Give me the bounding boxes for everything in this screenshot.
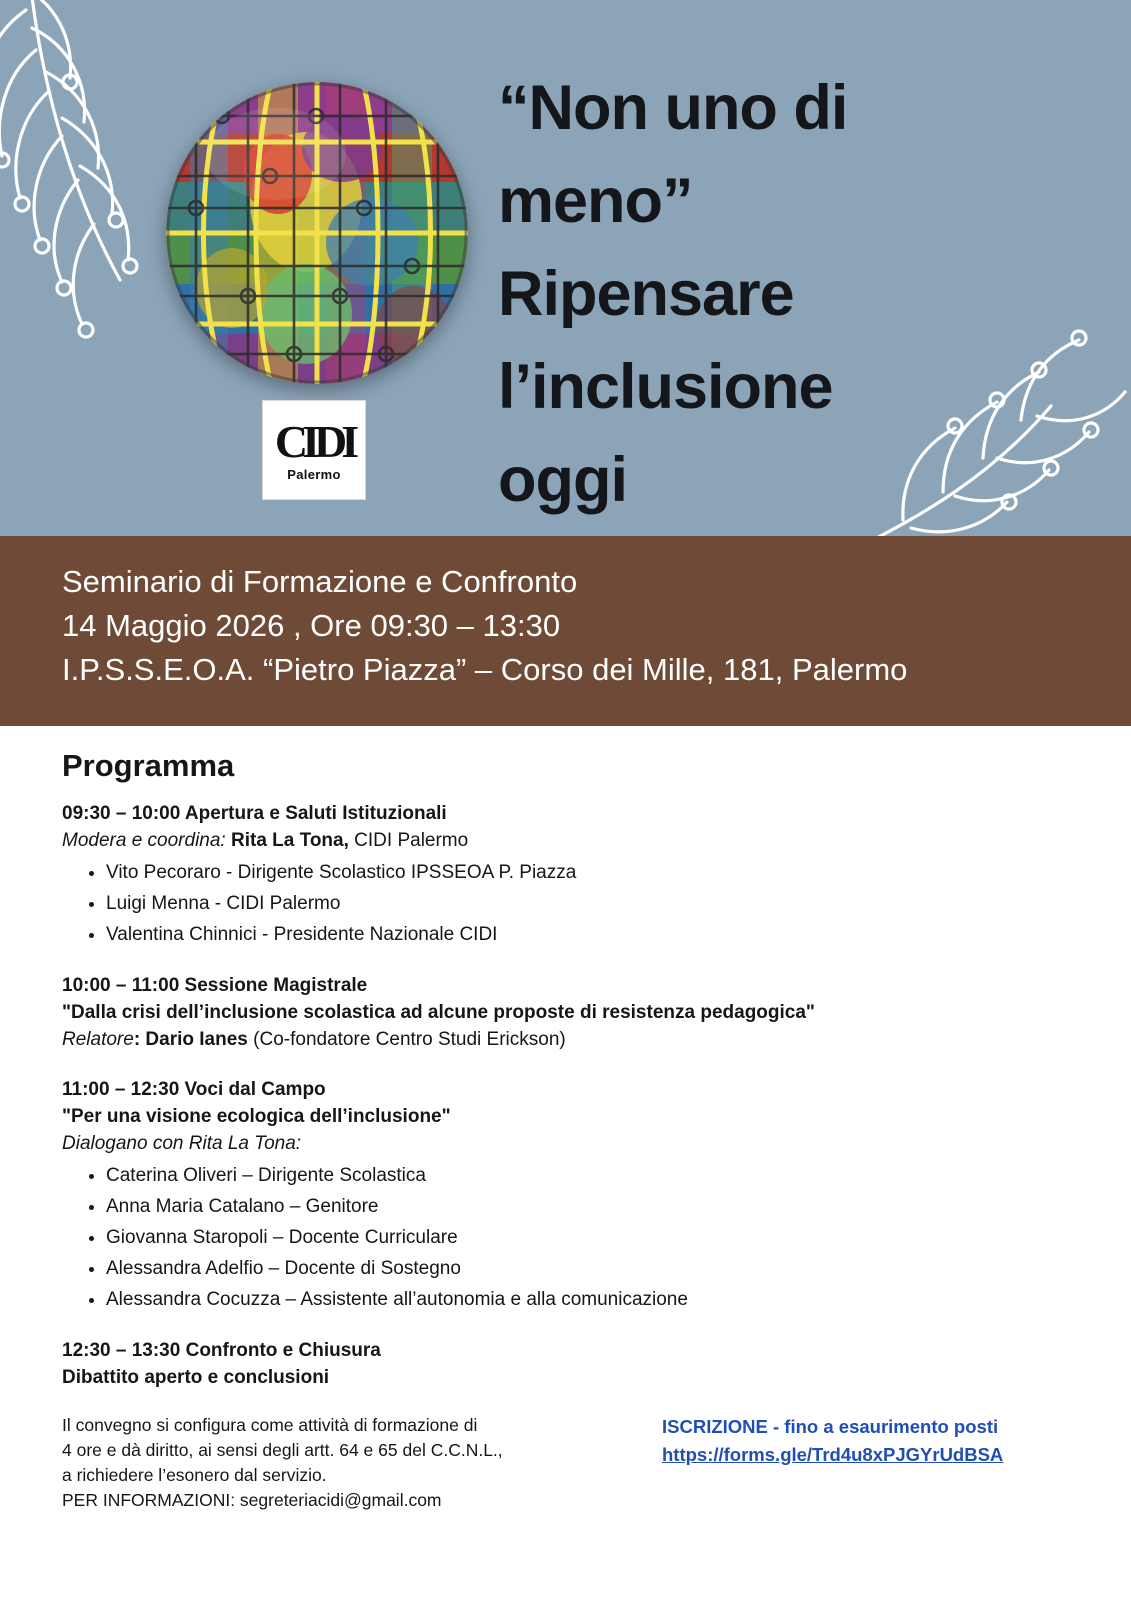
footer-note bbox=[62, 1413, 622, 1513]
program-block-moderator bbox=[62, 827, 1069, 855]
speaker-name: : Dario Ianes bbox=[133, 1029, 248, 1050]
poster-footer bbox=[62, 1413, 1069, 1533]
program-block-time-secondary: Dibattito aperto e conclusioni bbox=[62, 1367, 330, 1388]
title-line-4: l’inclusione bbox=[498, 352, 833, 422]
program-block-time: 09:30 – 10:00 Apertura e Saluti Istituzionali bbox=[62, 803, 447, 824]
list-item: • Alessandra Cocuzza – Assistente all’autonomia e alla comunicazione bbox=[106, 1284, 1069, 1315]
list-item: • Luigi Menna - CIDI Palermo bbox=[106, 888, 1069, 919]
cidi-logo-mark: CIDI bbox=[274, 415, 354, 467]
list-item: • Alessandra Adelfio – Docente di Sostegno bbox=[106, 1253, 1069, 1284]
program-block-time: 12:30 – 13:30 Confronto e Chiusura bbox=[62, 1340, 381, 1361]
list-item: • Anna Maria Catalano – Genitore bbox=[106, 1191, 1069, 1222]
list-item: • Valentina Chinnici - Presidente Nazionale CIDI bbox=[106, 919, 1069, 950]
speaker-label: Relatore bbox=[62, 1029, 134, 1050]
event-datetime: 14 Maggio 2026 , Ore 09:30 – 13:30 bbox=[62, 608, 561, 643]
program-block-speaker bbox=[62, 1026, 1069, 1054]
footer-note-line-2: 4 ore e dà diritto, ai sensi degli artt. 64 e 65 del C.C.N.L., bbox=[62, 1440, 503, 1460]
list-item: • Vito Pecoraro - Dirigente Scolastico IPSSEOA P. Piazza bbox=[106, 857, 1069, 888]
program-block bbox=[62, 1076, 1069, 1315]
speaker-list bbox=[62, 1160, 1069, 1315]
dialogue-label: Dialogano con Rita La Tona: bbox=[62, 1133, 302, 1154]
program-block-dialogue bbox=[62, 1130, 1069, 1158]
speaker-list bbox=[62, 857, 1069, 950]
cidi-logo-city: Palermo bbox=[287, 466, 341, 482]
program-block-quote: "Dalla crisi dell’inclusione scolastica ad alcune proposte di resistenza pedagogica" bbox=[62, 1002, 815, 1023]
program-heading: Programma bbox=[62, 748, 235, 783]
list-item: • Caterina Oliveri – Dirigente Scolastica bbox=[106, 1160, 1069, 1191]
title-line-2: meno” bbox=[498, 166, 693, 236]
program-section bbox=[0, 726, 1069, 1533]
footer-contact-email: PER INFORMAZIONI: segreteriacidi@gmail.com bbox=[62, 1490, 442, 1510]
program-block-time: 11:00 – 12:30 Voci dal Campo bbox=[62, 1079, 326, 1100]
event-subtitle: Seminario di Formazione e Confronto bbox=[62, 564, 578, 599]
event-location: I.P.S.S.E.O.A. “Pietro Piazza” – Corso dei Mille, 181, Palermo bbox=[62, 652, 908, 687]
program-block-time: 10:00 – 11:00 Sessione Magistrale bbox=[62, 975, 368, 996]
title-line-1: “Non uno di bbox=[498, 73, 848, 143]
moderator-name: Rita La Tona, bbox=[225, 830, 349, 851]
speaker-affiliation: (Co-fondatore Centro Studi Erickson) bbox=[247, 1029, 566, 1050]
registration-label: ISCRIZIONE - fino a esaurimento posti bbox=[662, 1416, 999, 1437]
program-block bbox=[62, 800, 1069, 950]
moderator-label: Modera e coordina: bbox=[62, 830, 226, 851]
list-item: • Giovanna Staropoli – Docente Curriculare bbox=[106, 1222, 1069, 1253]
title-line-5: oggi bbox=[498, 445, 627, 515]
registration-block bbox=[662, 1413, 1122, 1469]
puzzle-globe-icon bbox=[152, 72, 482, 392]
registration-link[interactable]: https://forms.gle/Trd4u8xPJGYrUdBSA bbox=[662, 1444, 1004, 1465]
title-line-3: Ripensare bbox=[498, 259, 794, 329]
poster-header bbox=[0, 0, 1131, 536]
program-block bbox=[62, 972, 1069, 1054]
event-details-band bbox=[0, 536, 1131, 726]
poster-title bbox=[498, 62, 1098, 527]
program-block bbox=[62, 1337, 1069, 1391]
footer-note-line-1: Il convegno si configura come attività di formazione di bbox=[62, 1415, 478, 1435]
moderator-affiliation: CIDI Palermo bbox=[348, 830, 469, 851]
footer-note-line-3: a richiedere l’esonero dal servizio. bbox=[62, 1465, 327, 1485]
cidi-logo bbox=[262, 400, 366, 500]
program-block-quote: "Per una visione ecologica dell’inclusione" bbox=[62, 1106, 451, 1127]
